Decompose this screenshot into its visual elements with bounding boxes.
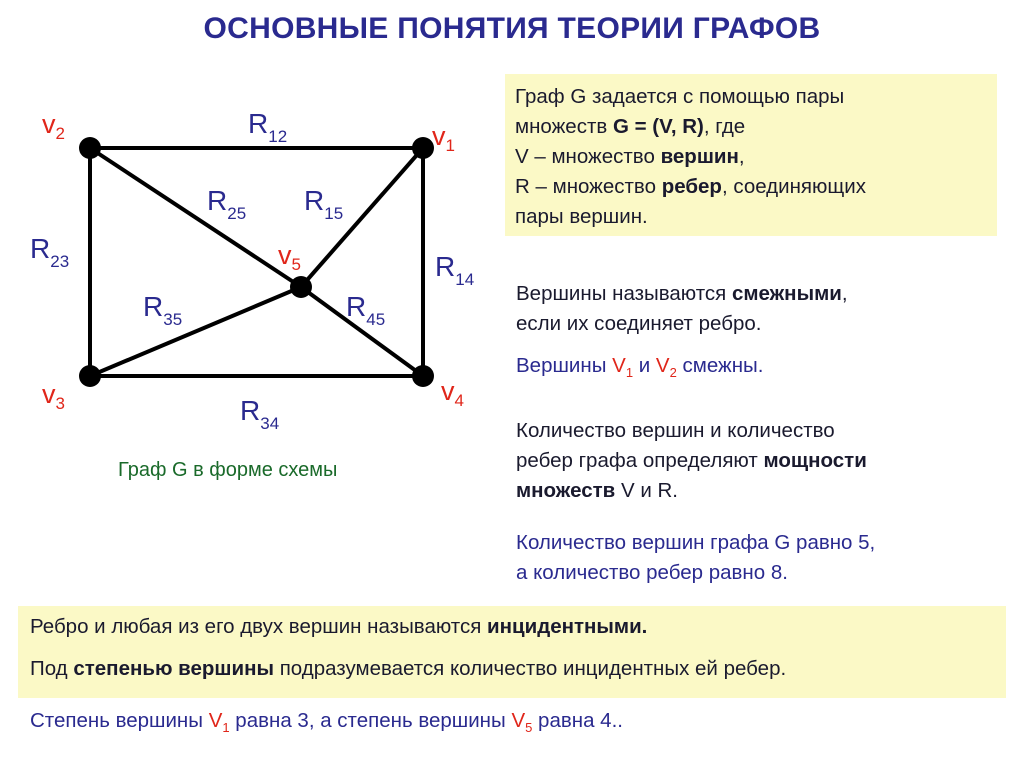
- vertex-label-v5: $v_5$: [278, 240, 301, 274]
- vertex-label-v1: $v_1$: [432, 121, 455, 155]
- adjacency-example: Вершины $V_1$ и $V_2$ смежны.: [516, 354, 764, 381]
- cardinality-definition: [516, 416, 867, 506]
- vertex-ref-v1: $V_1$: [612, 354, 634, 381]
- vertex-v5: [290, 276, 312, 298]
- edge-R35: [90, 287, 301, 376]
- definition-line-4: R – множество ребер, соединяющих: [515, 175, 866, 198]
- incidence-box: [18, 606, 1006, 698]
- cardinality-example-line-1: Количество вершин графа G равно 5,: [516, 531, 876, 554]
- vertex-ref-v5: $V_5$: [511, 709, 533, 736]
- cardinality-example-line-2: а количество ребер равно 8.: [516, 561, 788, 584]
- page-title: ОСНОВНЫЕ ПОНЯТИЯ ТЕОРИИ ГРАФОВ: [203, 12, 821, 45]
- edge-label-R45: $R_{45}$: [346, 291, 386, 329]
- incidence-line-2: Под степенью вершины подразумевается количество инцидентных ей ребер.: [30, 657, 787, 680]
- edge-label-R34: $R_{34}$: [240, 395, 280, 433]
- edge-R15: [301, 148, 423, 287]
- edge-label-R12: $R_{12}$: [248, 108, 288, 146]
- adjacency-line-2: если их соединяет ребро.: [516, 312, 762, 335]
- graph-diagram: [0, 0, 520, 450]
- incidence-line-1: Ребро и любая из его двух вершин называются инцидентными.: [30, 615, 648, 638]
- edge-label-R23: $R_{23}$: [30, 233, 70, 271]
- cardinality-example: [516, 528, 875, 588]
- edge-label-R25: $R_{25}$: [207, 185, 247, 223]
- vertex-label-v3: $v_3$: [42, 379, 65, 413]
- definition-line-1: Граф G задается с помощью пары: [515, 85, 845, 108]
- definition-line-5: пары вершин.: [515, 205, 648, 228]
- degree-example: Степень вершины $V_1$ равна 3, а степень вершины $V_5$ равна 4..: [30, 709, 623, 736]
- cardinality-line-3: множеств V и R.: [516, 479, 678, 502]
- cardinality-line-2: ребер графа определяют мощности: [516, 449, 867, 472]
- vertex-label-v4: $v_4$: [441, 376, 464, 410]
- edge-label-R14: $R_{14}$: [435, 251, 475, 289]
- vertex-label-v2: $v_2$: [42, 109, 65, 143]
- definition-box: [505, 74, 997, 236]
- vertex-ref-v1: $V_1$: [208, 709, 230, 736]
- vertex-v2: [79, 137, 101, 159]
- adjacency-line-1: Вершины называются смежными,: [516, 282, 848, 305]
- vertex-ref-v2: $V_2$: [655, 354, 677, 381]
- cardinality-line-1: Количество вершин и количество: [516, 419, 835, 442]
- vertex-v4: [412, 365, 434, 387]
- edge-label-R35: $R_{35}$: [143, 291, 183, 329]
- graph-caption: Граф G в форме схемы: [118, 459, 338, 481]
- definition-line-2: множеств G = (V, R), где: [515, 115, 746, 138]
- vertex-v3: [79, 365, 101, 387]
- vertex-v1: [412, 137, 434, 159]
- edge-label-R15: $R_{15}$: [304, 185, 344, 223]
- definition-line-3: V – множество вершин,: [515, 145, 745, 168]
- edge-R25: [90, 148, 301, 287]
- adjacency-definition: [516, 279, 848, 339]
